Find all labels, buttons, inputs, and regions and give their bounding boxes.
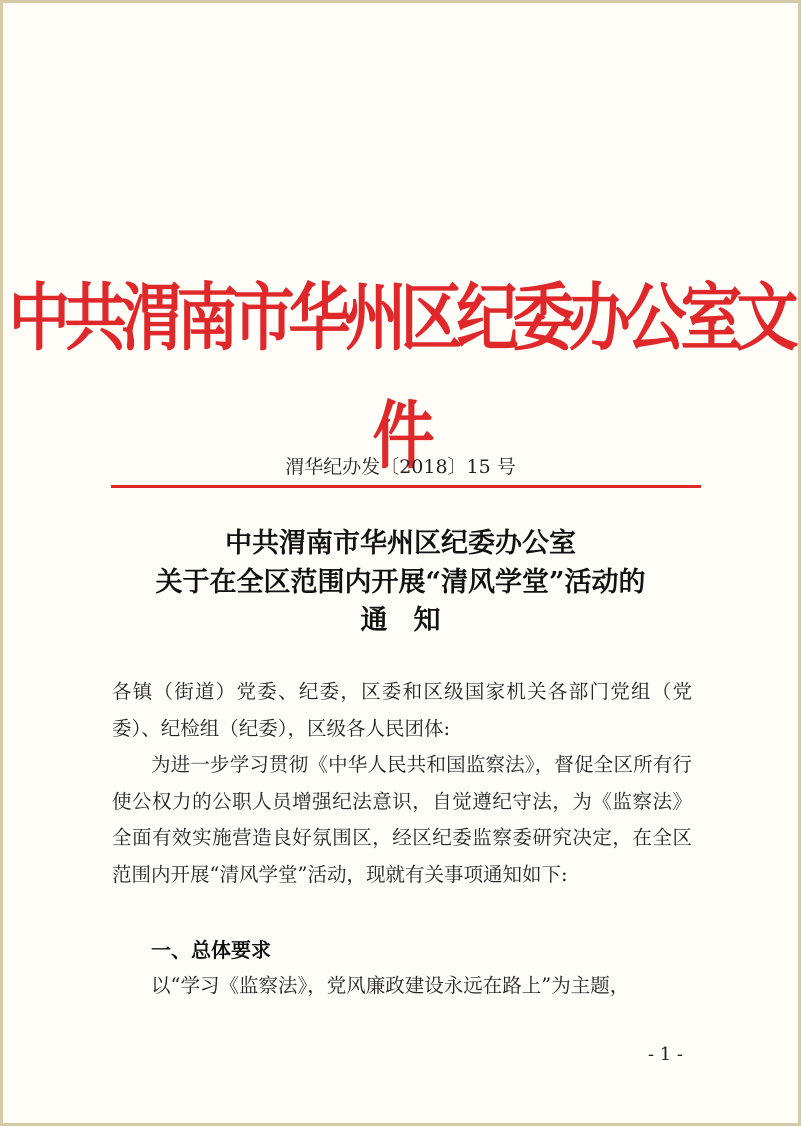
- body-paragraph-2: 以“学习《监察法》，党风廉政建设永远在路上”为主题，: [151, 974, 630, 997]
- salutation-paragraph: 各镇（街道）党委、纪委，区委和区级国家机关各部门党组（党委）、纪检组（纪委），区级各人民团体:: [112, 680, 692, 740]
- document-header-title: 中共渭南市华州区纪委办公室文件: [8, 274, 793, 479]
- notice-title-line-2: 关于在全区范围内开展“清风学堂”活动的: [155, 567, 646, 598]
- body-paragraph-1: 为进一步学习贯彻《中华人民共和国监察法》，督促全区所有行使公权力的公职人员增强纪法意识，自觉遵纪守法，为《监察法》全面有效实施营造良好氛围区，经区纪委监察委研究决定，在全区范围内开展“清风学堂”活动，现就有关事项通知如下:: [112, 753, 692, 886]
- section-heading-1: 一、总体要求: [151, 938, 271, 962]
- page-number: - 1 -: [647, 1044, 683, 1065]
- header-divider: [111, 485, 701, 488]
- notice-title-line-1: 中共渭南市华州区纪委办公室: [225, 528, 576, 559]
- document-number: 渭华纪办发〔2018〕15 号: [285, 456, 516, 478]
- notice-title-line-3: 通知: [360, 605, 467, 636]
